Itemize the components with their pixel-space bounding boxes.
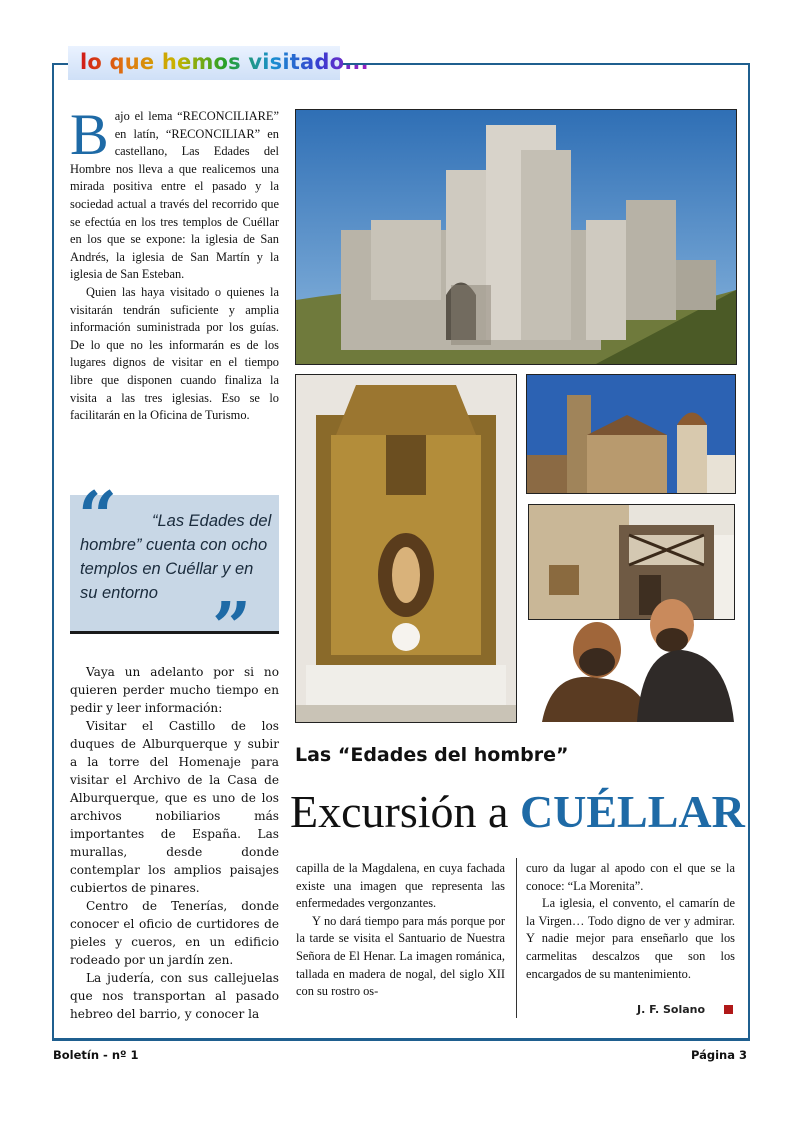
- left-paragraph-3: Centro de Tenerías, donde conocer el oficio de curtidores de pieles y cueros, en un edificio rodeado por un jardín zen.: [70, 899, 279, 967]
- section-title: lo que hemos visitado...: [80, 50, 369, 74]
- friar-sculpture-illustration: [512, 590, 734, 722]
- quote-close-icon: ”: [212, 588, 252, 668]
- friar-sculpture-photo: [512, 590, 734, 722]
- right-column: [526, 860, 735, 983]
- footer-page-number: Página 3: [691, 1048, 748, 1062]
- frame-top-line-left: [52, 63, 68, 65]
- altarpiece-illustration: [296, 375, 516, 722]
- right-paragraph-1: curo da lugar al apodo con el que se la conoce: “La Morenita”.: [526, 861, 735, 893]
- middle-column: [296, 860, 505, 1001]
- right-paragraph-2: La iglesia, el convento, el camarín de la Virgen… Todo digno de ver y admirar. Y nadie mejor para enseñarlo que los carmelitas descalzos que son los encargados de su mantenimiento.: [526, 896, 735, 981]
- article-title: [290, 782, 745, 842]
- church-tower-photo: [526, 374, 736, 494]
- footer-bulletin: Boletín - nº 1: [53, 1048, 139, 1062]
- title-accent: CUÉLLAR: [519, 786, 745, 837]
- mid-paragraph-2: Y no dará tiempo para más porque por la tarde se visita el Santuario de Nuestra Señora de El Henar. La imagen románica, tallada en madera de nogal, del siglo XII con su rostro os-: [296, 913, 505, 999]
- column-divider: [516, 858, 517, 1018]
- pull-quote-body: “Las Edades del hombre” cuenta con ocho templos en Cuéllar y en su entorno: [80, 512, 272, 602]
- intro-paragraph-1: ajo el lema “RECONCILIARE” en latín, “RECONCILIAR” en castellano, Las Edades del Hombre nos lleva a que realicemos una mirada positiva entre el pasado y la sociedad actual a través del recorrido que se efectúa en los tres templos de Cuéllar en los que se expone: la iglesia de San Andrés, la iglesia de San Martín y la iglesia de San Esteban.: [70, 109, 279, 282]
- article-kicker: Las “Edades del hombre”: [295, 744, 569, 766]
- frame-top-line: [340, 63, 750, 65]
- church-tower-illustration: [527, 375, 735, 493]
- castle-photo: [295, 109, 737, 365]
- intro-paragraph-2: Quien las haya visitado o quienes la visitarán tendrán suficiente y amplia información suministrada por los guías. De lo que no les informarán es de los lugares dignos de visitar en el tiempo libre que disponen cuando finaliza la visita a las tres iglesias. Eso se lo facilitarán en la Oficina de Turismo.: [70, 284, 279, 423]
- footer-rule: [52, 1038, 750, 1041]
- left-paragraph-2: Visitar el Castillo de los duques de Alburquerque y subir a la torre del Homenaje para visitar el Archivo de la Casa de Alburquerque, que es uno de los archivos nobiliarios más importantes de España. Las murallas, desde donde contemplar los amplios paisajes cubiertos de pinares.: [70, 719, 279, 895]
- left-column: [70, 663, 279, 1023]
- left-paragraph-4: La judería, con sus callejuelas que nos transportan al pasado hebreo del barrio, y conocer la: [70, 971, 279, 1021]
- left-paragraph-1: Vaya un adelanto por si no quieren perder mucho tiempo en pedir y leer información:: [70, 665, 279, 715]
- author-signature: J. F. Solano: [637, 1003, 706, 1016]
- mid-paragraph-1: capilla de la Magdalena, en cuya fachada existe una imagen que representa las enfermedades vergonzantes.: [296, 861, 505, 911]
- drop-cap: B: [70, 102, 109, 167]
- altarpiece-photo: [295, 374, 517, 723]
- quote-open-icon: “: [78, 477, 118, 557]
- castle-illustration: [296, 110, 736, 364]
- author-square-icon: [724, 1005, 733, 1014]
- frame-right-line: [748, 63, 750, 1038]
- intro-column: [70, 102, 279, 425]
- title-plain: Excursión a: [290, 786, 520, 837]
- frame-left-line: [52, 63, 54, 1038]
